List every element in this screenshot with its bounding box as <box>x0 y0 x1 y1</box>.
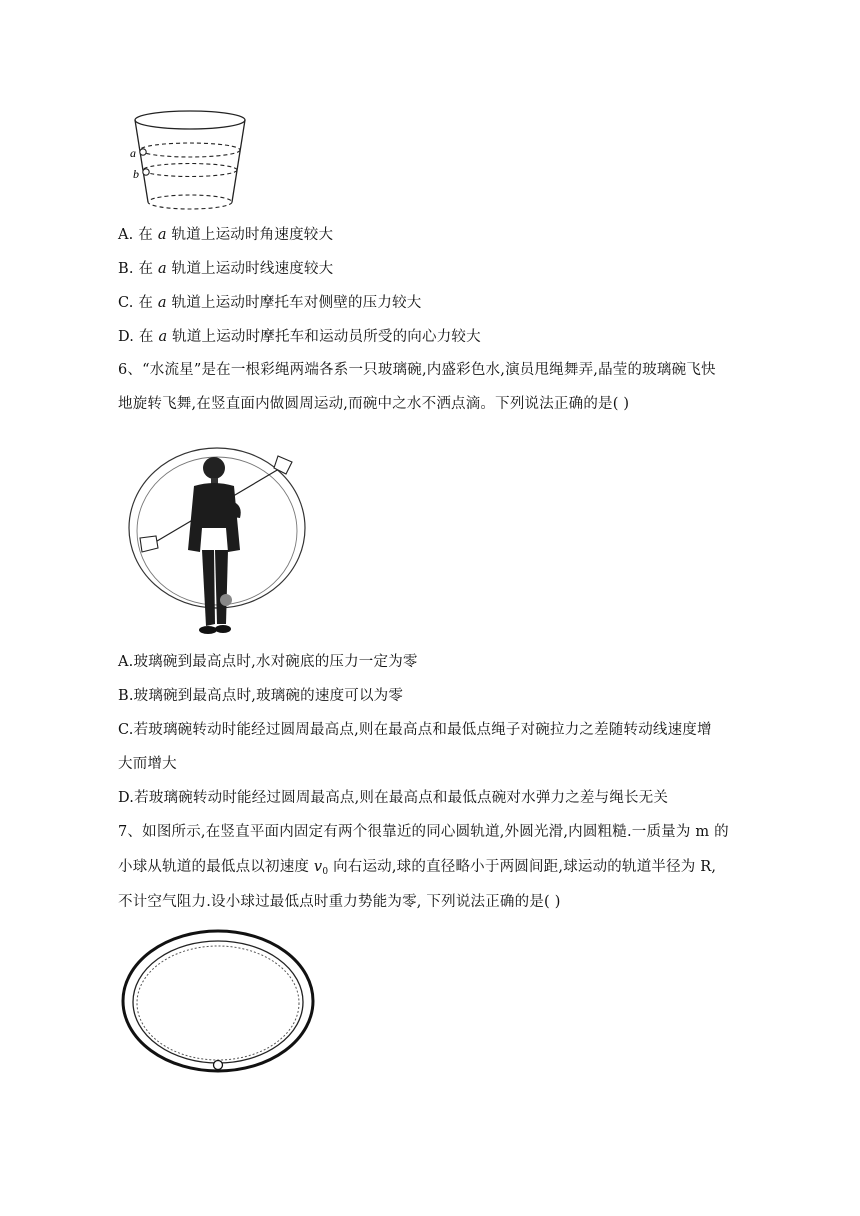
q6-option-c-line-2: 大而增大 <box>118 756 177 772</box>
cone-track-figure <box>128 108 248 216</box>
q7-stem-line-1: 7、如图所示,在竖直平面内固定有两个很靠近的同心圆轨道,外圆光滑,内圆粗糙.一质量为 m 的 <box>118 824 729 840</box>
q5-option-a: A. 在 a 轨道上运动时角速度较大 <box>118 227 334 243</box>
water-meteor-figure <box>122 428 312 642</box>
orbit-label-a: a <box>130 146 136 160</box>
q7-stem-line-2: 小球从轨道的最低点以初速度 $v_0$ 向右运动,球的直径略小于两圆间距,球运动的轨道半径为 R, <box>118 859 717 877</box>
q5-option-d: D. 在 a 轨道上运动时摩托车和运动员所受的向心力较大 <box>118 329 481 345</box>
q6-option-c-line-1: C.若玻璃碗转动时能经过圆周最高点,则在最高点和最低点绳子对碗拉力之差随转动线速度增 <box>118 722 712 738</box>
q5-option-b: B. 在 a 轨道上运动时线速度较大 <box>118 261 334 277</box>
q6-option-a: A.玻璃碗到最高点时,水对碗底的压力一定为零 <box>118 654 418 670</box>
q5-option-c: C. 在 a 轨道上运动时摩托车对侧壁的压力较大 <box>118 295 422 311</box>
orbit-label-b: b <box>133 167 139 181</box>
q6-stem-line-2: 地旋转飞舞,在竖直面内做圆周运动,而碗中之水不洒点滴。下列说法正确的是( ) <box>118 396 630 412</box>
q6-stem-line-1: 6、“水流星”是在一根彩绳两端各系一只玻璃碗,内盛彩色水,演员甩绳舞弄,晶莹的玻璃碗飞快 <box>118 362 716 378</box>
q6-option-d: D.若玻璃碗转动时能经过圆周最高点,则在最高点和最低点碗对水弹力之差与绳长无关 <box>118 790 669 806</box>
concentric-track-figure <box>120 928 316 1078</box>
q6-option-b: B.玻璃碗到最高点时,玻璃碗的速度可以为零 <box>118 688 404 704</box>
q7-stem-line-3: 不计空气阻力.设小球过最低点时重力势能为零, 下列说法正确的是( ) <box>118 894 561 910</box>
